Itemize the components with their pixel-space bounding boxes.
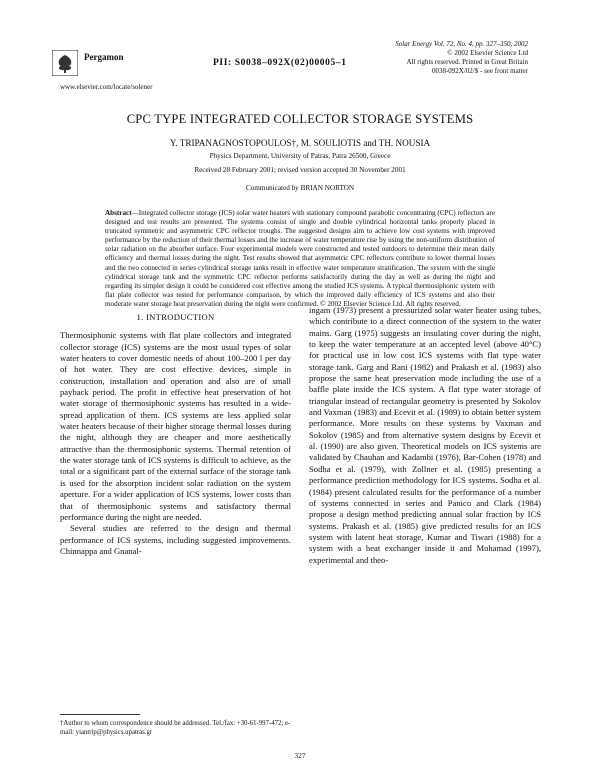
rights-line: All rights reserved. Printed in Great Britain	[406, 58, 528, 66]
pii-identifier: PII: S0038–092X(02)00005–1	[213, 58, 347, 68]
elsevier-tree-logo	[52, 50, 78, 76]
footnote-rule	[60, 714, 140, 715]
section-heading: 1. INTRODUCTION	[136, 312, 215, 322]
publisher-name: Pergamon	[84, 52, 124, 62]
paragraph: Several studies are referred to the design and thermal performance of ICS systems, including suggested improvements. Chinnappa and Gnanal-	[60, 523, 291, 556]
paragraph: Thermosiphonic systems with flat plate collectors and integrated collector storage (ICS) systems are the most usual types of solar water heaters to cover domestic needs of about 100–200 l per day of hot water. They are cost effective devices, simple in construction, installation and operation and also are of small payback period. The profit in effective heat preservation of hot water storage of thermosiphonic systems has resulted in a wide-spread application of them. ICS systems are less applied solar water heaters because of their higher storage thermal losses during the night, although they are cheaper and more aesthetically attractive than the thermosiphonic systems. Thermal retention of the water storage tank of ICS systems is difficult to achieve, as the total or a significant part of the external surface of the storage tank is used for the absorption incident solar radiation on the system aperture. For a wider application of ICS systems, lower costs than that of thermosiphonic systems and satisfactory thermal performance during the night are needed.	[60, 330, 291, 522]
abstract	[105, 209, 495, 309]
author-affiliation: Physics Department, University of Patras, Patra 26500, Greece	[209, 152, 391, 160]
abstract-label: Abstract	[105, 209, 132, 217]
footnote: †Author to whom correspondence should be addressed. Tel./fax: +30-61-997-472; e-mail: yiantrip@physics.upatras.gr	[60, 720, 291, 736]
article-title: CPC TYPE INTEGRATED COLLECTOR STORAGE SYSTEMS	[126, 112, 474, 126]
paragraph: ingam (1973) present a pressurized solar water heater using tubes, which contribute to a direct connection of the system to the water mains. Garg (1975) suggests an insulating cover during the night, to keep the water temperature at an accepted level (above 40°C) for practical use in low cost ICS systems with flat type water storage tank. Garg and Rani (1982) and Prakash et al. (1983) also propose the same heat preservation mode including the use of a baffle plate inside the ICS system. A flat type water storage of triangular instead of rectangular geometry is presented by Sokolov and Vaxman (1983) and Ecevit et al. (1989) to obtain better system performance. More results on these systems by Vaxman and Sokolov (1985) and from alternative system designs by Ecevit et al. (1990) are also given. Theoretical models on ICS systems are validated by Chauhan and Kadambi (1976), Bar-Cohen (1978) and Sodha et al. (1979), with Zollner et al. (1985) presenting a performance prediction methodology for ICS systems. Sodha et al. (1984) present calculated results for the performance of a number of systems connected in series and Panico and Clark (1984) propose a design method predicting annual solar fraction by ICS systems. Prakash et al. (1985) give predicted results for an ICS system with latent heat storage, Kumar and Tiwari (1988) for a system with a heat exchanger inside it and Mohamad (1997), experimental and theo-	[309, 305, 541, 565]
journal-info	[395, 40, 528, 76]
abstract-text: —Integrated collector storage (ICS) solar water heaters with stationary compound parabolic concentrating (CPC) reflectors are designed and test results are presented. The systems consist of single and double cylindrical horizontal tanks properly placed in truncated symmetric and asymmetric CPC reflector troughs. The suggested designs aim to achieve low cost systems with improved performance by the reduction of their thermal losses and the increase of water temperature rise by using the non-uniform distribution of solar radiation on the absorber surface. Four experimental models were constructed and tested outdoors to determine their mean daily efficiency and thermal losses during the night. Test results showed that asymmetric CPC reflectors contribute to lower thermal losses and the two connected in series cylindrical storage tanks result in effective water temperature stratification. The system with the single cylindrical storage tank and the symmetric CPC reflector performs satisfactorily during the day as well as during the night and regarding its simpler design it could be considered cost effective among the studied ICS systems. A typical thermosiphonic system with flat plate collector was tested for performance comparison, by which the improved daily efficiency of ICS systems and also their moderate water storage heat preservation during the night were confirmed. © 2002 Elsevier Science Ltd. All rights reserved.	[105, 209, 495, 308]
column-right	[309, 305, 541, 566]
journal-url: www.elsevier.com/locate/solener	[60, 83, 153, 91]
communicated-by: Communicated by BRIAN NORTON	[245, 184, 355, 192]
column-left	[60, 312, 291, 557]
received-dates: Received 28 February 2001; revised version accepted 30 November 2001	[194, 166, 406, 174]
page-number: 327	[294, 751, 306, 760]
issn-line: 0038-092X/02/$ - see front matter	[431, 67, 528, 75]
journal-citation: Solar Energy Vol. 72, No. 4, pp. 327–350, 2002	[395, 40, 528, 48]
article-authors: Y. TRIPANAGNOSTOPOULOS†, M. SOULIOTIS and TH. NOUSIA	[169, 138, 431, 148]
copyright-line: © 2002 Elsevier Science Ltd	[447, 49, 528, 57]
